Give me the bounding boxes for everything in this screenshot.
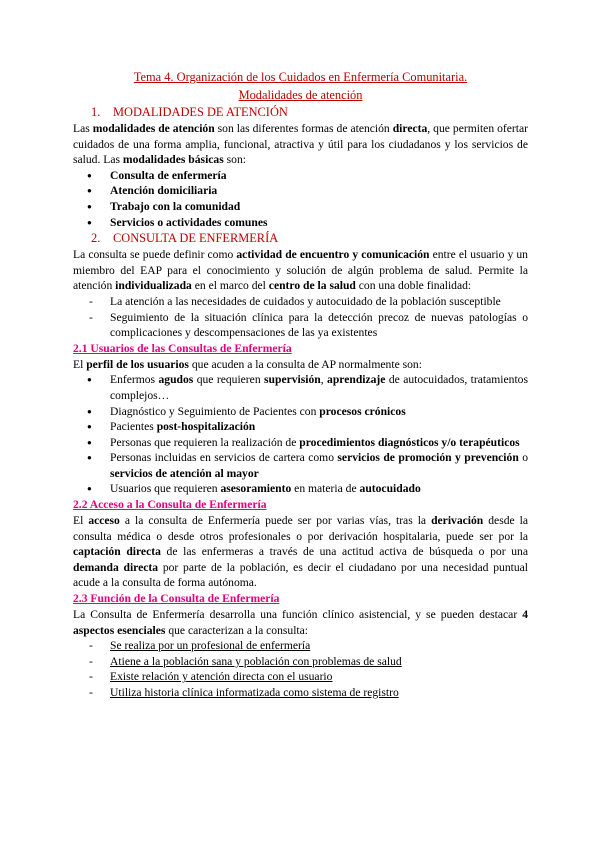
- section-2-list: [73, 294, 528, 341]
- section-2-3-list: [73, 638, 528, 700]
- list-item: ● Personas que requieren la realización de procedimientos diagnósticos y/o terapéuticos: [73, 435, 528, 451]
- list-item: - Atiene a la población sana y población con problemas de salud: [73, 654, 528, 670]
- list-item: ● Diagnóstico y Seguimiento de Pacientes con procesos crónicos: [73, 404, 528, 420]
- section-2-number: 2.: [91, 231, 101, 246]
- section-1-heading: [91, 104, 528, 121]
- title-line-2: Modalidades de atención: [238, 88, 363, 102]
- section-2-heading: [91, 230, 528, 247]
- list-item: ● Servicios o actividades comunes: [73, 215, 528, 231]
- list-item: - Se realiza por un profesional de enfermería: [73, 638, 528, 654]
- list-item: ● Atención domiciliaria: [73, 183, 528, 199]
- section-2-1-heading: 2.1 Usuarios de las Consultas de Enfermería: [73, 341, 292, 355]
- title-line-1: Tema 4. Organización de los Cuidados en Enfermería Comunitaria.: [133, 70, 468, 84]
- document-title: [73, 68, 528, 104]
- section-2-3-heading: 2.3 Función de la Consulta de Enfermería: [73, 592, 280, 606]
- list-item: ● Trabajo con la comunidad: [73, 199, 528, 215]
- section-2-2-heading: 2.2 Acceso a la Consulta de Enfermería: [73, 498, 267, 512]
- list-item: ● Enfermos agudos que requieren supervisión, aprendizaje de autocuidados, tratamientos complejos…: [73, 372, 528, 403]
- section-1-title: MODALIDADES DE ATENCIÓN: [113, 105, 288, 119]
- section-2-1-intro: El perfil de los usuarios que acuden a la consulta de AP normalmente son:: [73, 357, 422, 371]
- section-2-intro: La consulta se puede definir como actividad de encuentro y comunicación entre el usuario y un miembro del EAP para el conocimiento y solución de algún problema de salud. Permite la atención individualizada en el marco del centro de la salud con una doble finalidad:: [73, 248, 528, 293]
- list-item: - La atención a las necesidades de cuidados y autocuidado de la población susceptible: [73, 294, 528, 310]
- list-item: - Utiliza historia clínica informatizada como sistema de registro: [73, 685, 528, 701]
- list-item: ● Consulta de enfermería: [73, 168, 528, 184]
- section-2-title: CONSULTA DE ENFERMERÍA: [113, 231, 279, 246]
- section-1-number: 1.: [91, 105, 101, 119]
- list-item: ● Pacientes post-hospitalización: [73, 419, 528, 435]
- list-item: - Seguimiento de la situación clínica para la detección precoz de nuevas patologías o complicaciones y descompensaciones de las ya existentes: [73, 310, 528, 341]
- section-2-1-list: [73, 372, 528, 497]
- section-1-intro: Las modalidades de atención son las diferentes formas de atención directa, que permiten ofertar cuidados de una forma amplia, funcional, atractiva y útil para los ciudadanos y los servicios de salud. Las modalidades básicas son:: [73, 122, 528, 167]
- list-item: ● Personas incluidas en servicios de cartera como servicios de promoción y prevención o servicios de atención al mayor: [73, 450, 528, 481]
- list-item: ● Usuarios que requieren asesoramiento en materia de autocuidado: [73, 481, 528, 497]
- section-1-list: [73, 168, 528, 230]
- document-page: [73, 68, 528, 701]
- list-item: - Existe relación y atención directa con el usuario: [73, 669, 528, 685]
- section-2-2-text: El acceso a la consulta de Enfermería puede ser por varias vías, tras la derivación desde la consulta médica o desde otros profesionales o por derivación hospitalaria, puede ser por la captación directa de las enfermeras a través de una actitud activa de búsqueda o por una demanda directa por parte de la población, es decir el ciudadano por una necesidad puntual acude a la consulta de forma autónoma.: [73, 514, 529, 590]
- section-2-3-text: La Consulta de Enfermería desarrolla una función clínico asistencial, y se pueden destacar 4 aspectos esenciales que caracterizan a la consulta:: [73, 608, 528, 637]
